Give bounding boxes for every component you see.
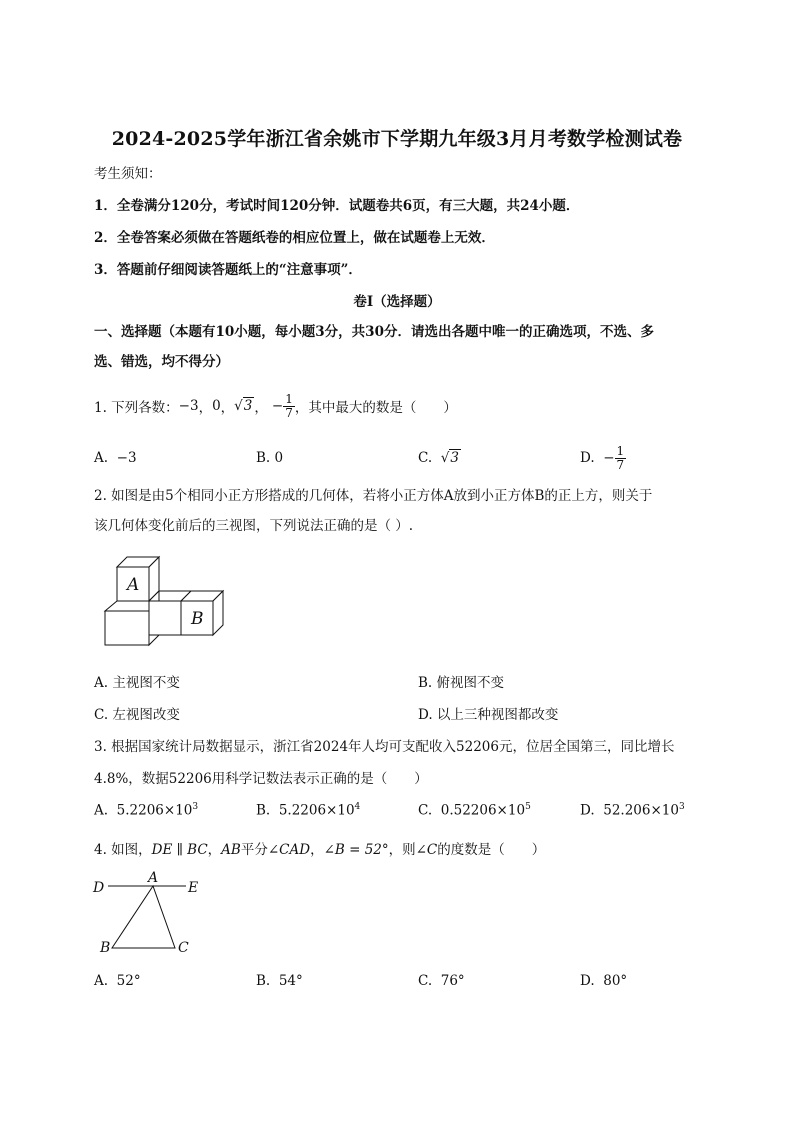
question-3-line1: 3. 根据国家统计局数据显示，浙江省2024年人均可支配收入52206元，位居全国第三，同比增长 — [94, 739, 675, 755]
option-label: C. — [418, 450, 433, 466]
option-label: C. — [418, 973, 433, 989]
point-b-label: B — [100, 940, 111, 956]
q3-option-c — [418, 802, 531, 819]
q3-option-d — [580, 802, 685, 819]
q2-option-c: C. 左视图改变 — [94, 707, 180, 723]
notice-item-3: 3．答题前仔细阅读答题纸上的“注意事项”． — [94, 262, 362, 278]
option-value: 54° — [278, 973, 303, 989]
option-value: 80° — [603, 973, 628, 989]
notice-heading: 考生须知： — [94, 166, 162, 182]
option-sqrt: √3 — [440, 450, 459, 466]
q1-option-d: D. − $\frac{1}{7}$ — [580, 443, 625, 472]
option-value: 52° — [116, 973, 141, 989]
q2-option-b: B. 俯视图不变 — [418, 675, 505, 691]
option-exponent: 3 — [678, 802, 685, 812]
cube-front-left — [105, 611, 149, 645]
section-title: 卷Ⅰ（选择题） — [353, 294, 441, 310]
option-radicand: 3 — [450, 450, 459, 466]
q3-option-a — [94, 802, 198, 819]
option-label: D. — [580, 450, 595, 466]
q4-option-d — [580, 973, 627, 989]
q1-number-zero: 0 — [212, 398, 221, 414]
q4-triangle-figure — [90, 868, 220, 960]
point-c-label: C — [178, 940, 189, 956]
q4-option-c — [418, 973, 465, 989]
option-label: C. — [418, 802, 433, 819]
cube-label-a: A — [127, 575, 140, 595]
fraction-denominator: 7 — [616, 457, 625, 472]
q4-separator: ， — [207, 842, 222, 858]
point-a-label: A — [148, 870, 159, 886]
fraction-numerator: 1 — [616, 443, 625, 458]
page-title: 2024-2025学年浙江省余姚市下学期九年级3月月考数学检测试卷 — [111, 128, 683, 150]
cube-front-left-top — [105, 601, 149, 611]
q1-option-a — [94, 450, 137, 466]
q4-option-b — [256, 973, 303, 989]
q1-option-b — [256, 450, 283, 466]
option-label: A. — [94, 802, 109, 819]
q1-sqrt3-radicand: 3 — [243, 398, 253, 414]
option-exponent: 3 — [192, 802, 199, 812]
option-exponent: 5 — [525, 802, 531, 812]
q4-option-a — [94, 973, 141, 989]
section-instructions-line1: 一、选择题（本题有10小题，每小题3分，共30分．请选出各题中唯一的正确选项，不选、多 — [94, 324, 654, 340]
q1-separator: ， — [254, 400, 268, 416]
option-base: 5.2206×10 — [116, 802, 193, 819]
option-fraction — [615, 445, 627, 472]
q4-then: ，则 — [388, 842, 416, 858]
q1-separator: ， — [220, 400, 235, 416]
q1-sqrt3: √3 — [234, 398, 253, 414]
q1-fraction-denominator: 7 — [285, 405, 293, 420]
option-base: 5.2206×10 — [278, 802, 355, 819]
q2-option-a: A. 主视图不变 — [94, 675, 180, 691]
notice-item-2: 2．全卷答案必须做在答题纸卷的相应位置上，做在试题卷上无效． — [94, 230, 495, 246]
q3-option-b — [256, 802, 360, 819]
q1-option-c — [418, 450, 461, 466]
option-base: 0.52206×10 — [440, 802, 526, 819]
question-2-line2: 该几何体变化前后的三视图，下列说法正确的是（ ）. — [94, 518, 414, 534]
q1-separator: ， — [198, 400, 213, 416]
question-2-line1: 2. 如图是由5个相同小正方形搭成的几何体，若将小正方体A放到小正方体B的正上方，则关于 — [94, 488, 653, 504]
section-instructions-line2: 选、错选，均不得分） — [94, 354, 229, 370]
q4-bisects-word: 平分 — [240, 842, 268, 858]
point-e-label: E — [188, 880, 199, 896]
cube-label-b: B — [191, 609, 204, 629]
q4-parallel-condition: DE ∥ BC — [151, 842, 208, 858]
question-3-line2: 4.8%，数据52206用科学记数法表示正确的是（ ） — [94, 771, 428, 787]
option-label: D. — [580, 973, 595, 989]
option-label: A. — [94, 973, 109, 989]
option-label: B. — [256, 802, 271, 819]
q1-suffix: ，其中最大的数是（ ） — [294, 400, 457, 416]
option-label: B. — [256, 973, 271, 989]
triangle-abc — [112, 886, 175, 948]
notice-item-1: 1．全卷满分120分，考试时间120分钟．试题卷共6页，有三大题，共24小题． — [94, 198, 580, 214]
q2-option-d: D. 以上三种视图都改变 — [418, 707, 559, 723]
cube-mid-front — [149, 601, 181, 635]
option-label: B. — [256, 450, 271, 466]
option-label: D. — [580, 802, 595, 819]
q1-fraction — [283, 393, 295, 420]
q4-bisector-line: AB — [221, 842, 241, 858]
option-base: 52.206×10 — [603, 802, 679, 819]
question-1: 1. 下列各数： −3 ， 0 ， √3 ， − $\frac{1}{7}$ ，其中最大的数是（ ） — [94, 391, 457, 420]
question-4 — [94, 838, 545, 858]
q4-target-angle: ∠C — [415, 842, 438, 858]
option-exponent: 4 — [354, 802, 361, 812]
q1-number-neg3: −3 — [178, 398, 199, 414]
option-value: −3 — [116, 450, 137, 466]
point-d-label: D — [93, 880, 105, 896]
option-value: 0 — [274, 450, 284, 466]
q4-prefix: 4. 如图， — [94, 842, 152, 858]
q4-angle-b: ∠B = 52° — [323, 842, 389, 858]
q2-cube-figure — [100, 552, 235, 652]
q4-separator: ， — [310, 842, 324, 858]
q4-suffix: 的度数是（ ） — [437, 842, 546, 858]
q4-bisected-angle: ∠CAD — [267, 842, 311, 858]
option-value: 76° — [440, 973, 465, 989]
q1-fraction-numerator: 1 — [285, 391, 293, 406]
option-label: A. — [94, 450, 109, 466]
q1-prefix: 1. 下列各数： — [94, 400, 179, 416]
